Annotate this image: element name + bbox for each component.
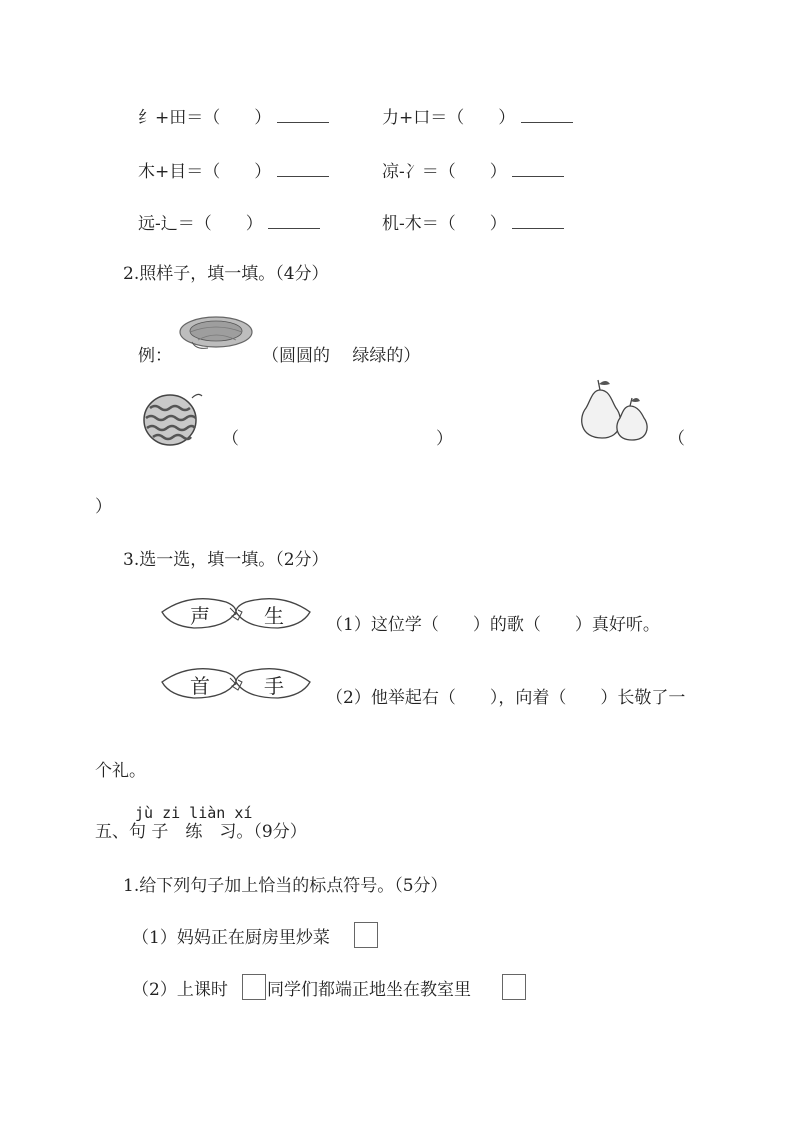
q3-sentence-1: （1）这位学（ ）的歌（ ）真好听。 [326,615,660,635]
leaf-char-sheng-life: 生 [264,604,284,628]
equation-text: 远-辶＝（ ） [138,214,263,234]
example-label: 例： [138,346,172,366]
q3-title: 3.选一选，填一填。（2分） [123,550,329,570]
answer-blank[interactable] [521,108,573,123]
watermelon-open-paren: （ [222,429,239,449]
answer-blank[interactable] [512,214,564,229]
leaf-char-sheng-sound: 声 [190,604,210,628]
pears-close-paren: ） [95,497,112,517]
equation-row-1-right [382,108,573,128]
leaf-pair-1-icon [160,594,312,634]
s5-sentence-2-part2: 同学们都端正地坐在教室里 [267,980,471,1000]
answer-blank[interactable] [277,162,329,177]
q3-sentence-2-wrap: 个礼。 [95,761,146,781]
section5-pinyin: jù zi liàn xí [135,804,253,822]
answer-blank[interactable] [512,162,564,177]
punctuation-box[interactable] [354,922,378,948]
s5-sentence-1: （1）妈妈正在厨房里炒菜 [132,928,330,948]
equation-text: 机-木＝（ ） [382,214,507,234]
s5-sentence-2-part1: （2）上课时 [132,980,228,1000]
pears-open-paren: （ [668,429,685,449]
equation-row-3-right [382,214,564,234]
leaf-pair-2-icon [160,664,312,704]
section5-title: 五、句 子 练 习。（9分） [95,822,307,842]
leaf-char-shou-hand: 手 [264,674,284,698]
q2-title: 2.照样子，填一填。（4分） [123,264,329,284]
s5-q1-title: 1.给下列句子加上恰当的标点符号。（5分） [123,876,448,896]
lotus-leaf-icon [178,312,258,356]
equation-text: 凉-冫＝（ ） [382,162,507,182]
equation-row-2-left [138,162,329,182]
equation-row-1-left [138,108,329,128]
equation-row-2-right [382,162,564,182]
watermelon-icon [140,388,206,448]
answer-blank[interactable] [277,108,329,123]
q3-sentence-2: （2）他举起右（ ），向着（ ）长敬了一 [326,688,686,708]
punctuation-box[interactable] [242,974,266,1000]
equation-text: 纟+田＝（ ） [138,108,272,128]
equation-text: 力+口＝（ ） [382,108,516,128]
punctuation-box[interactable] [502,974,526,1000]
equation-row-3-left [138,214,320,234]
pears-icon [572,376,656,442]
equation-text: 木+目＝（ ） [138,162,272,182]
leaf-char-shou-head: 首 [190,674,210,698]
answer-blank[interactable] [268,214,320,229]
watermelon-close-paren: ） [436,429,453,449]
example-answer: （圆圆的 绿绿的） [262,346,421,366]
